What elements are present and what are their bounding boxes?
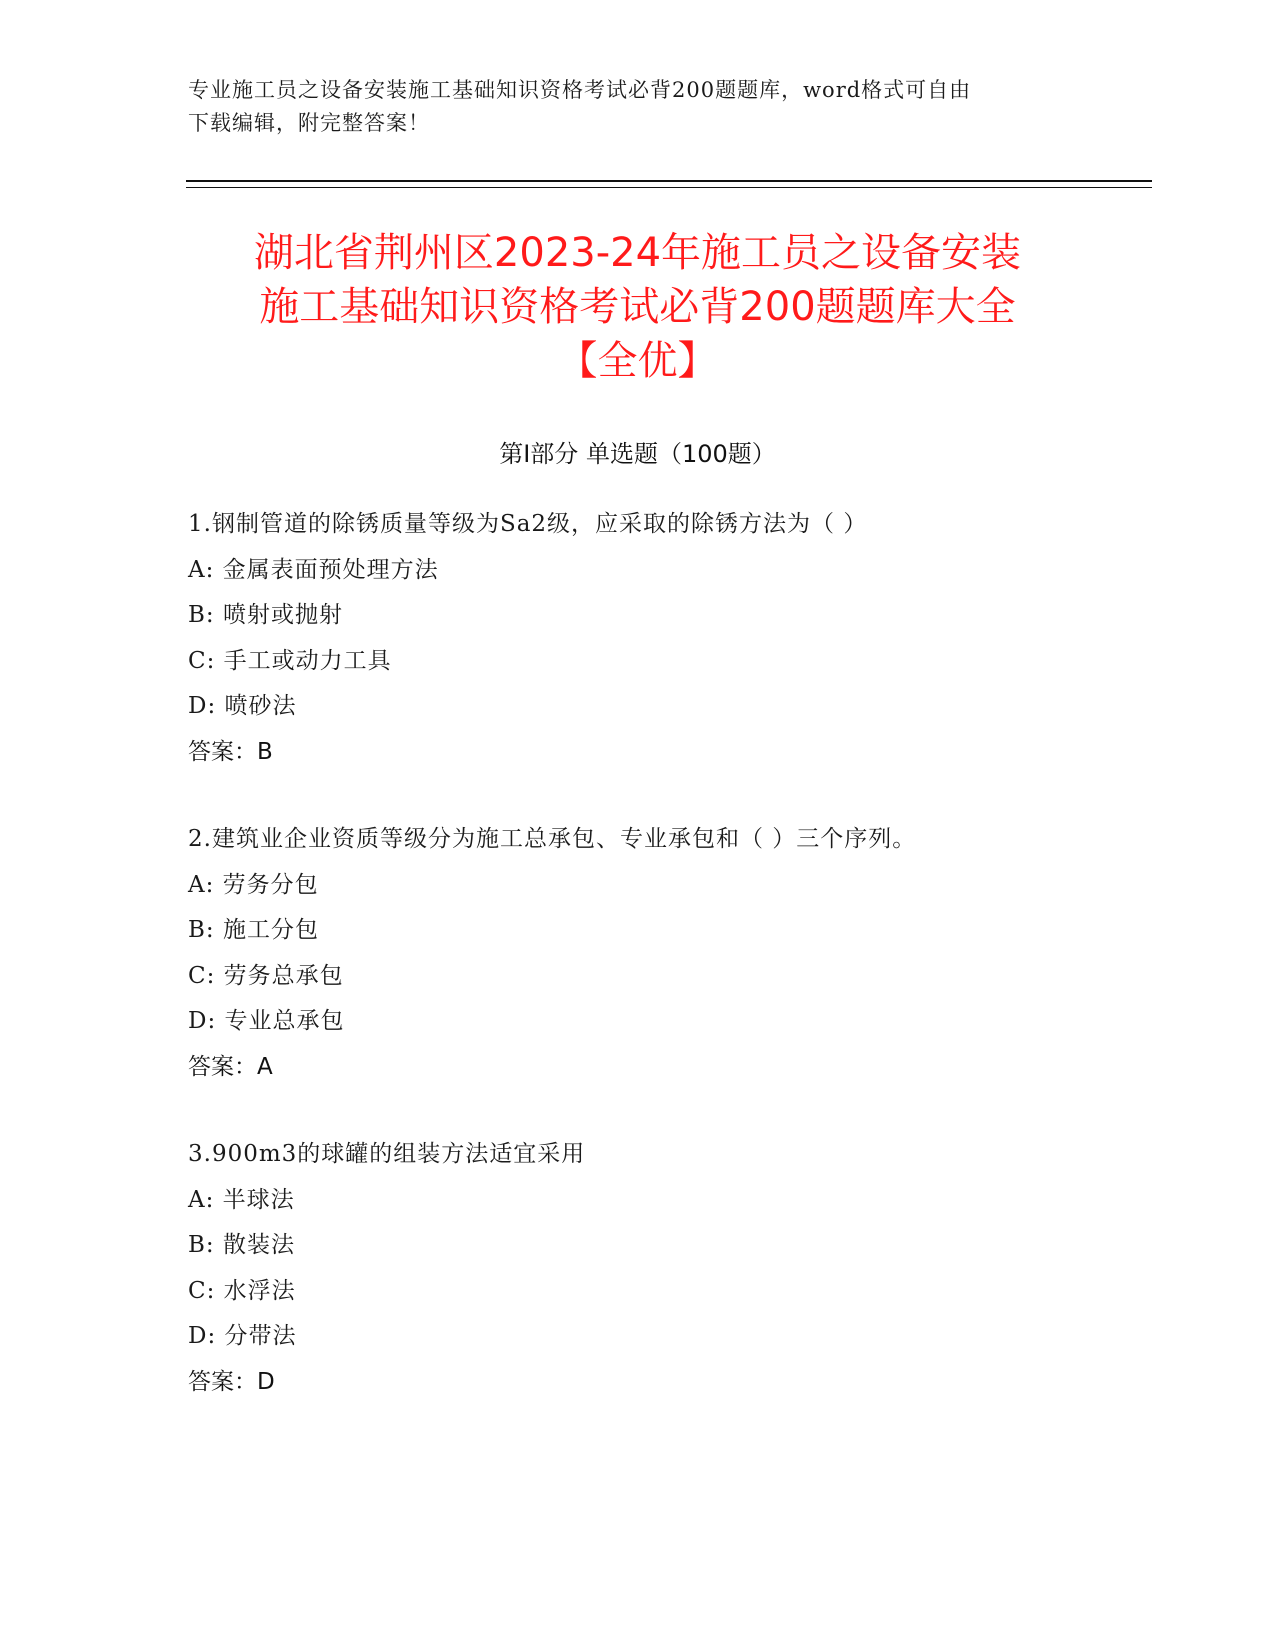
- header-note: [188, 74, 1088, 140]
- document-title-line-2: 施工基础知识资格考试必背200题题库大全: [259, 284, 1016, 330]
- question-3: [188, 1132, 1148, 1405]
- option-b: B: 喷射或抛射: [188, 602, 343, 628]
- header-note-line-2: 下载编辑，附完整答案！: [188, 111, 430, 135]
- header-divider-thick: [186, 180, 1152, 182]
- question-stem: 2.建筑业企业资质等级分为施工总承包、专业承包和（ ）三个序列。: [188, 826, 917, 852]
- option-b: B: 施工分包: [188, 917, 319, 943]
- header-note-line-1: 专业施工员之设备安装施工基础知识资格考试必背200题题库，word格式可自由: [188, 78, 972, 102]
- header-divider-thin: [186, 187, 1152, 188]
- option-d: D: 专业总承包: [188, 1008, 345, 1034]
- option-b: B: 散装法: [188, 1232, 295, 1258]
- option-d: D: 喷砂法: [188, 693, 297, 719]
- option-c: C: 手工或动力工具: [188, 647, 392, 674]
- document-title: [150, 226, 1125, 388]
- answer: 答案：A: [188, 1053, 273, 1080]
- question-stem: 1.钢制管道的除锈质量等级为Sa2级，应采取的除锈方法为（ ）: [188, 511, 868, 537]
- document-title-line-3: 【全优】: [557, 338, 718, 384]
- document-title-line-1: 湖北省荆州区2023-24年施工员之设备安装: [253, 230, 1022, 276]
- question-1: [188, 502, 1148, 775]
- option-c: C: 劳务总承包: [188, 962, 344, 989]
- answer: 答案：D: [188, 1368, 275, 1395]
- option-c: C: 水浮法: [188, 1277, 296, 1304]
- option-d: D: 分带法: [188, 1323, 297, 1349]
- option-a: A: 半球法: [188, 1186, 295, 1213]
- option-a: A: 劳务分包: [188, 871, 319, 898]
- section-heading: 第I部分 单选题（100题）: [499, 440, 776, 468]
- question-stem: 3.900m3的球罐的组装方法适宜采用: [188, 1141, 586, 1167]
- option-a: A: 金属表面预处理方法: [188, 556, 439, 583]
- answer: 答案：B: [188, 738, 273, 765]
- question-2: [188, 817, 1148, 1090]
